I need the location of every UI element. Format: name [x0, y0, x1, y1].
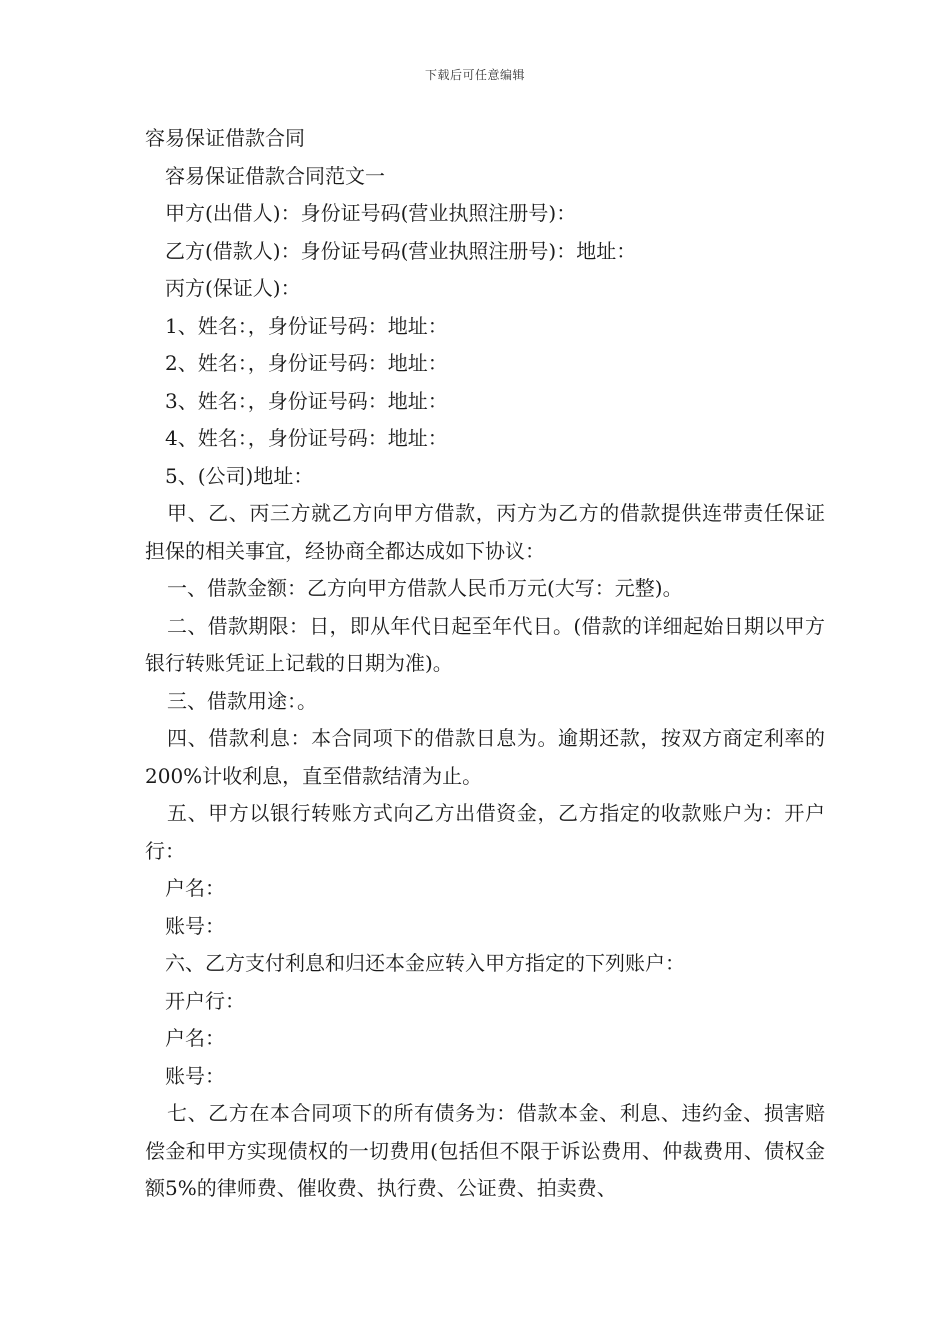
party-c-line: 丙方(保证人)： [165, 276, 301, 300]
repayment-account-number: 账号： [165, 1063, 225, 1088]
document-body [145, 120, 825, 1208]
document-title: 容易保证借款合同 [145, 126, 305, 150]
clause-term: 二、借款期限：日，即从年代日起至年代日。(借款的详细起始日期以甲方银行转账凭证上记载的日期为准)。 [145, 613, 825, 675]
clause-interest: 四、借款利息：本合同项下的借款日息为。逾期还款，按双方商定利率的200%计收利息，直至借款结清为止。 [145, 726, 825, 788]
subtitle: 容易保证借款合同范文一 [165, 163, 385, 188]
clause-debts: 七、乙方在本合同项下的所有债务为：借款本金、利息、违约金、损害赔偿金和甲方实现债权的一切费用(包括但不限于诉讼费用、仲裁费用、债权金额5%的律师费、催收费、执行费、公证费、拍卖费、 [145, 1101, 825, 1200]
intro-paragraph: 甲、乙、丙三方就乙方向甲方借款，丙方为乙方的借款提供连带责任保证担保的相关事宜，经协商全都达成如下协议： [145, 501, 825, 563]
clause-transfer: 五、甲方以银行转账方式向乙方出借资金，乙方指定的收款账户为：开户行： [145, 801, 825, 863]
clause-purpose: 三、借款用途：。 [167, 688, 317, 713]
guarantor-2-line: 2、姓名：，身份证号码：地址： [165, 351, 448, 375]
clause-repayment: 六、乙方支付利息和归还本金应转入甲方指定的下列账户： [165, 951, 685, 975]
repayment-account-bank: 开户行： [165, 988, 245, 1013]
guarantor-3-line: 3、姓名：，身份证号码：地址： [165, 388, 448, 413]
clause-amount: 一、借款金额：乙方向甲方借款人民币万元(大写：元整)。 [167, 576, 683, 600]
page-header: 下载后可任意编辑 [424, 68, 525, 82]
guarantor-1-line: 1、姓名：，身份证号码：地址： [165, 313, 448, 338]
repayment-account-name: 户名： [165, 1026, 225, 1050]
receiving-account-name: 户名： [165, 876, 225, 900]
party-a-line: 甲方(出借人)：身份证号码(营业执照注册号)： [165, 201, 577, 225]
party-b-line: 乙方(借款人)：身份证号码(营业执照注册号)：地址： [165, 238, 637, 263]
receiving-account-number: 账号： [165, 913, 225, 938]
guarantor-4-line: 4、姓名：，身份证号码：地址： [165, 426, 448, 450]
guarantor-5-line: 5、(公司)地址： [165, 463, 314, 488]
